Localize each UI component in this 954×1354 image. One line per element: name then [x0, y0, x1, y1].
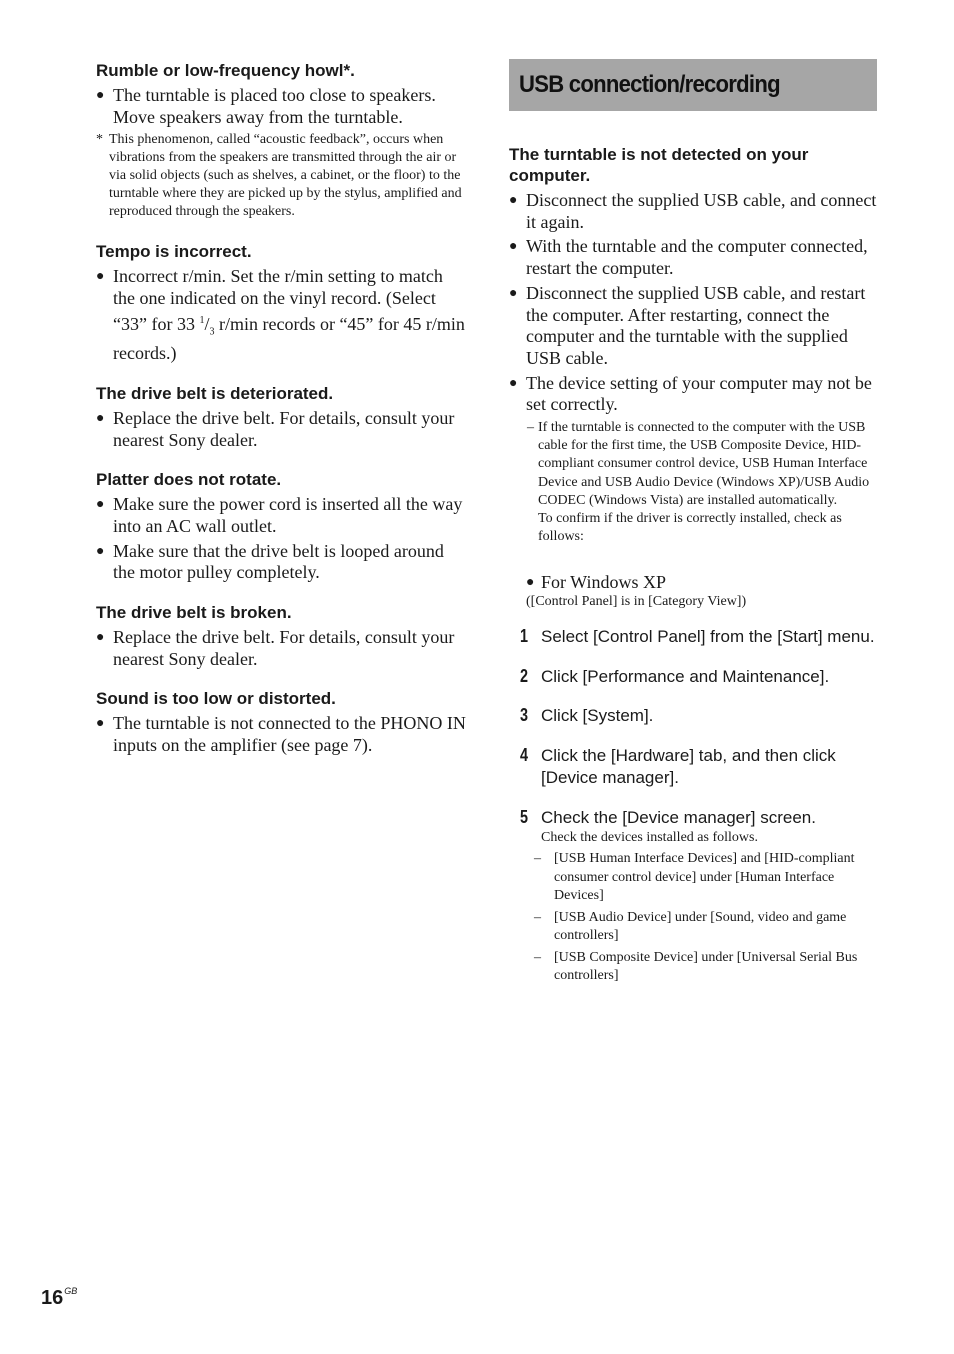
page-suffix: GB [64, 1286, 78, 1296]
step-detail: Check the devices installed as follows. [541, 830, 758, 846]
step-number: 5 [520, 806, 529, 827]
bullet-icon: ● [96, 410, 105, 426]
section-heading: Platter does not rotate. [96, 470, 282, 490]
bullet-list [96, 408, 468, 451]
bullet-item [509, 283, 881, 370]
section-rumble [96, 60, 468, 221]
bullet-list [96, 627, 468, 670]
section-heading: Rumble or low-frequency howl*. [96, 61, 355, 80]
bullet-item [96, 85, 468, 128]
page-number [41, 1286, 77, 1310]
bullet-icon: ● [509, 285, 518, 301]
step-5 [509, 807, 881, 986]
step-number: 4 [520, 744, 529, 765]
bullet-item [96, 408, 468, 451]
sub-note [527, 419, 881, 546]
device-item-text: [USB Composite Device] under [Universal Serial Bus controllers] [554, 949, 858, 984]
os-note: ([Control Panel] is in [Category View]) [526, 594, 747, 610]
bullet-icon: ● [96, 88, 105, 103]
bullet-text: Replace the drive belt. For details, consult your nearest Sony dealer. [113, 407, 455, 450]
bullet-item [96, 541, 468, 584]
bullet-icon: ● [96, 497, 105, 513]
sub-note-text: If the turntable is connected to the computer with the USB cable for the first time, the USB Composite Device, HID-compliant consumer control device, USB Human Interface Device and USB Audio Device (Windows XP)/USB Audio CODEC (Windows Vista) are installed automatically. [538, 420, 870, 508]
section-heading: The drive belt is deteriorated. [96, 383, 334, 403]
os-bullet-text: For Windows XP [541, 572, 666, 593]
bullet-text: Make sure that the drive belt is looped around the motor pulley completely. [113, 540, 444, 583]
section-usb-not-detected [509, 144, 881, 986]
footnote [96, 131, 468, 221]
right-column [509, 59, 881, 1003]
bullet-list [96, 713, 468, 756]
bullet-list [96, 266, 468, 364]
device-list [534, 850, 881, 986]
section-platter [96, 469, 468, 584]
section-heading: The turntable is not detected on your computer. [509, 145, 809, 185]
section-tempo [96, 241, 468, 364]
fraction-slash: / [204, 313, 210, 334]
bullet-icon: ● [96, 716, 105, 732]
step-number: 3 [520, 705, 529, 726]
page-number-value: 16 [41, 1287, 64, 1309]
bullet-list [96, 494, 468, 584]
dash-icon: – [527, 420, 534, 436]
bullet-text: With the turntable and the computer connected, restart the computer. [526, 236, 868, 279]
bullet-text: The turntable is placed too close to speakers. Move speakers away from the turntable. [113, 85, 436, 127]
step-1 [509, 626, 881, 649]
device-item-text: [USB Audio Device] under [Sound, video and game controllers] [554, 909, 847, 944]
bullet-text: The device setting of your computer may not be set correctly. [526, 372, 872, 415]
bullet-list [96, 85, 468, 128]
bullet-icon: ● [526, 575, 535, 591]
step-text: Select [Control Panel] from the [Start] menu. [541, 627, 875, 647]
bullet-list [509, 190, 881, 416]
bullet-text: Disconnect the supplied USB cable, and connect it again. [526, 190, 877, 232]
steps-list [509, 626, 881, 986]
step-text: Click the [Hardware] tab, and then click [Device manager]. [541, 745, 836, 788]
section-heading: Tempo is incorrect. [96, 242, 252, 262]
banner-title: USB connection/recording [519, 71, 780, 98]
device-item [534, 909, 881, 946]
bullet-text: Replace the drive belt. For details, consult your nearest Sony dealer. [113, 627, 455, 669]
section-heading: The drive belt is broken. [96, 603, 292, 623]
bullet-icon: ● [96, 269, 105, 285]
section-belt-broken [96, 602, 468, 670]
bullet-item [96, 266, 468, 364]
device-item [534, 949, 881, 986]
step-number: 2 [520, 665, 529, 686]
fraction-denominator: 3 [209, 326, 215, 338]
step-2 [509, 666, 881, 689]
bullet-icon: ● [509, 239, 518, 255]
bullet-icon: ● [96, 630, 105, 646]
section-banner [509, 59, 877, 111]
bullet-text-a: Incorrect r/min. Set the r/min setting to match the one indicated on the vinyl record. (Select “33” for 33 [113, 266, 443, 334]
fraction-numerator: 1 [199, 314, 205, 326]
bullet-text: Make sure the power cord is inserted all the way into an AC wall outlet. [113, 494, 463, 536]
section-sound [96, 688, 468, 756]
step-number: 1 [520, 626, 529, 647]
left-column [96, 60, 468, 772]
step-text: Click [Performance and Maintenance]. [541, 666, 830, 686]
os-bullet [526, 572, 881, 593]
bullet-item [509, 373, 881, 416]
section-heading: Sound is too low or distorted. [96, 689, 336, 709]
bullet-text: Disconnect the supplied USB cable, and restart the computer. After restarting, connect the computer and the turntable with the supplied USB cable. [526, 282, 866, 368]
bullet-text-b: r/min records or “45” for 45 r/min records.) [113, 313, 465, 364]
bullet-item [509, 236, 881, 279]
dash-icon: – [534, 909, 541, 925]
step-4 [509, 745, 881, 790]
asterisk-icon: * [96, 132, 103, 148]
device-item-text: [USB Human Interface Devices] and [HID-compliant consumer control device] under [Human Interface Devices] [554, 851, 855, 904]
bullet-icon: ● [96, 543, 105, 559]
bullet-item [96, 494, 468, 537]
bullet-text: The turntable is not connected to the PHONO IN inputs on the amplifier (see page 7). [113, 713, 466, 756]
bullet-item [96, 713, 468, 756]
dash-icon: – [534, 949, 541, 965]
footnote-text: This phenomenon, called “acoustic feedback”, occurs when vibrations from the speakers are transmitted through the air or via solid objects (such as shelves, a cabinet, or the floor) to the turntable where they are picked up by the stylus, amplified and reproduced through the speakers. [109, 132, 462, 220]
section-belt-deteriorated [96, 383, 468, 451]
step-text: Click [System]. [541, 706, 654, 726]
bullet-icon: ● [509, 193, 518, 208]
bullet-item [96, 627, 468, 670]
device-item [534, 850, 881, 906]
step-3 [509, 705, 881, 728]
step-text: Check the [Device manager] screen. [541, 807, 816, 827]
bullet-icon: ● [509, 375, 518, 391]
sub-note-text-2: To confirm if the driver is correctly installed, check as follows: [538, 511, 842, 545]
bullet-item [509, 190, 881, 233]
dash-icon: – [534, 851, 541, 867]
